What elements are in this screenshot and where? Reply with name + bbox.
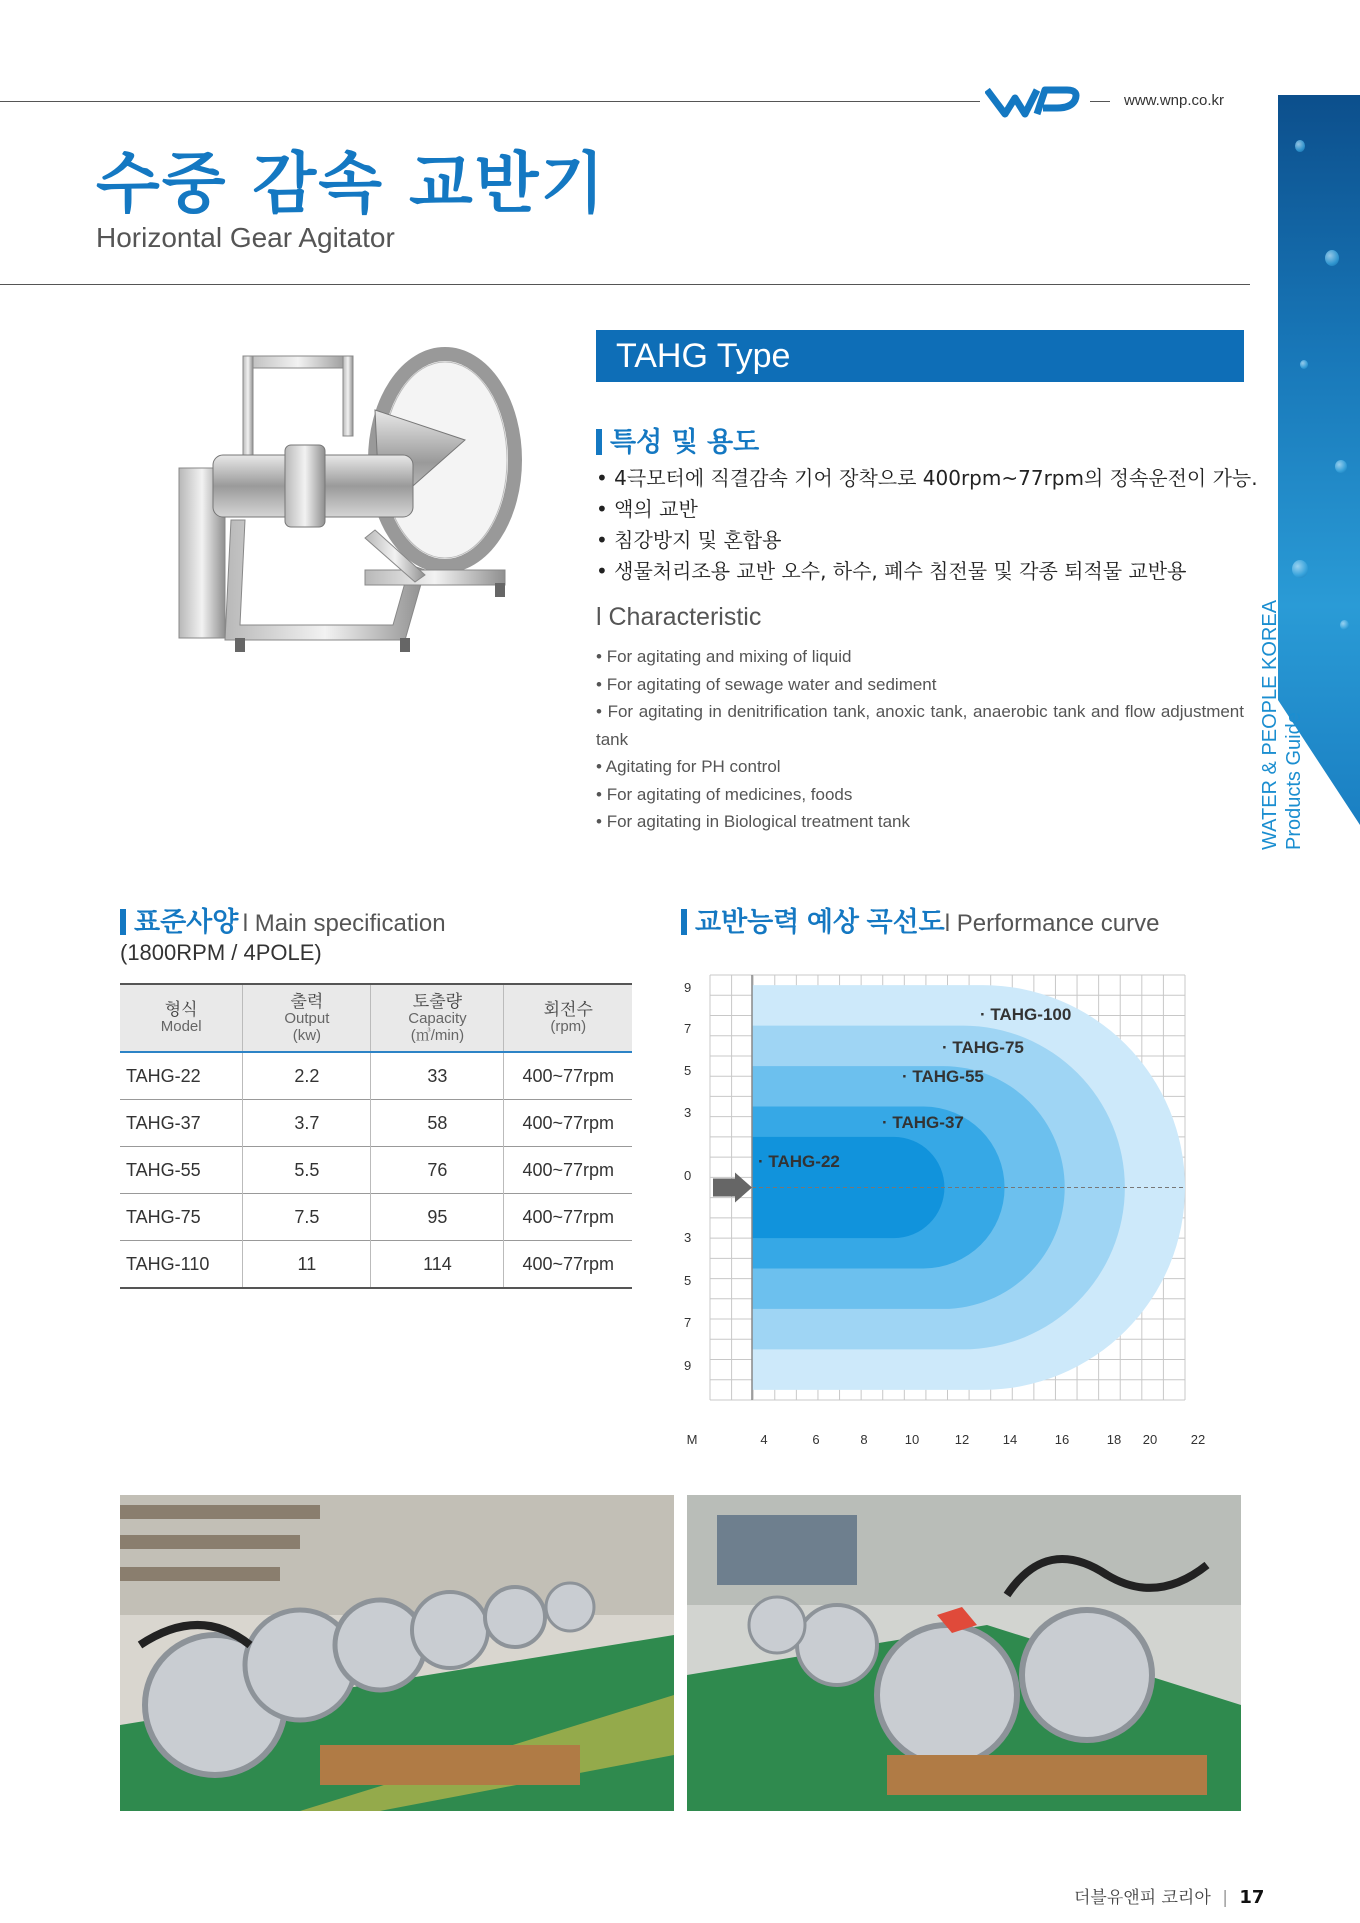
col-header-unit: (㎥/min) [410,1026,465,1044]
product-image [165,340,545,700]
table-row [120,1194,632,1241]
x-tick-label: 18 [1106,1432,1122,1447]
heading-bar [681,909,687,935]
side-text-2: Products Guide [1283,712,1305,850]
col-header-ko: 토출량 [412,991,463,1011]
heading-bar [120,909,126,935]
x-tick-label: 14 [1002,1432,1018,1447]
col-header-model [120,984,243,1052]
col-header-output [243,984,371,1052]
warehouse-photo-2 [687,1495,1241,1811]
y-tick-label: 5 [684,1273,692,1288]
cell-capacity: 95 [371,1194,504,1241]
top-rule-right [1090,101,1110,102]
list-item: • For agitating in denitrification tank, anoxic tank, anaerobic tank and flow adjustment tank [596,698,1244,753]
footer-company: 더블유앤피 코리아 [1074,1888,1211,1908]
warehouse-photo-1 [120,1495,674,1811]
side-text-1: WATER & PEOPLE KOREA [1259,599,1281,850]
characteristic-list [596,643,1244,836]
x-tick-label: 22 [1190,1432,1206,1447]
x-tick-label: 6 [812,1432,820,1447]
y-tick-label: 9 [684,980,692,995]
table-row [120,1147,632,1194]
cell-output: 5.5 [243,1147,371,1194]
features-list [596,462,1258,586]
cell-capacity: 76 [371,1147,504,1194]
website-url[interactable]: www.wnp.co.kr [1124,92,1225,109]
list-item: • Agitating for PH control [596,753,1244,781]
wp-logo [985,84,1081,120]
y-tick-label: 7 [684,1021,692,1036]
series-label: · TAHG-22 [758,1152,840,1171]
water-drop [1295,140,1305,152]
perf-heading-en: l Performance curve [944,910,1160,937]
page-number: 17 [1239,1887,1265,1908]
features-heading-text: 특성 및 용도 [610,427,760,458]
table-header-row [120,984,632,1052]
cell-model: TAHG-37 [120,1100,243,1147]
features-heading [596,420,759,459]
perf-heading [681,900,1160,939]
x-tick-label: 10 [904,1432,920,1447]
series-label: · TAHG-75 [942,1038,1024,1057]
table-row [120,1241,632,1289]
x-tick-label: 8 [860,1432,868,1447]
cell-rpm: 400~77rpm [504,1241,632,1289]
spec-table [120,983,632,1289]
cell-output: 3.7 [243,1100,371,1147]
y-tick-label: 3 [684,1105,692,1120]
table-row [120,1052,632,1100]
cell-model: TAHG-55 [120,1147,243,1194]
col-header-unit: (kw) [292,1026,322,1044]
water-drop [1325,250,1339,266]
col-header-ko: 출력 [290,991,324,1011]
list-item: • For agitating of sewage water and sediment [596,671,1244,699]
col-header-en: (rpm) [550,1018,587,1035]
x-tick-label: 20 [1142,1432,1158,1447]
cell-capacity: 114 [371,1241,504,1289]
table-row [120,1100,632,1147]
list-item: • For agitating of medicines, foods [596,781,1244,809]
y-tick-label: 5 [684,1063,692,1078]
col-header-ko: 회전수 [543,1000,593,1019]
x-tick-label: 4 [760,1432,768,1447]
y-tick-label: 9 [684,1358,692,1373]
cell-rpm: 400~77rpm [504,1052,632,1100]
water-drop [1340,620,1349,630]
col-header-en: Capacity [408,1009,467,1027]
top-rule [0,101,980,102]
cell-output: 7.5 [243,1194,371,1241]
spec-subheading: (1800RPM / 4POLE) [120,940,322,965]
page-footer: 더블유앤피 코리아 | 17 [1074,1887,1265,1908]
cell-output: 2.2 [243,1052,371,1100]
list-item: • 생물처리조용 교반 오수, 하수, 폐수 침전물 및 각종 퇴적물 교반용 [596,555,1258,586]
col-header-en: Model [160,1018,202,1035]
cell-output: 11 [243,1241,371,1289]
cell-model: TAHG-75 [120,1194,243,1241]
col-header-capacity [371,984,504,1052]
cell-model: TAHG-22 [120,1052,243,1100]
col-header-rpm [504,984,632,1052]
x-tick-label: M [686,1432,698,1447]
side-vertical-text [1258,600,1306,850]
page-title-ko: 수중 감속 교반기 [96,145,607,222]
title-rule [0,284,1250,285]
characteristic-heading: l Characteristic [596,603,762,631]
water-drop [1300,360,1308,369]
page-title-en: Horizontal Gear Agitator [96,222,395,253]
series-label: · TAHG-100 [980,1005,1072,1024]
series-label: · TAHG-37 [882,1113,964,1132]
y-tick-label: 7 [684,1315,692,1330]
spec-heading-en: l Main specification [242,910,446,937]
cell-rpm: 400~77rpm [504,1194,632,1241]
col-header-ko: 형식 [164,1000,198,1019]
water-drop [1292,560,1308,578]
list-item: • For agitating in Biological treatment tank [596,808,1244,836]
spec-heading-ko: 표준사양 [134,907,239,937]
col-header-en: Output [284,1009,330,1027]
cell-rpm: 400~77rpm [504,1147,632,1194]
y-tick-label: 0 [684,1168,692,1183]
cell-capacity: 58 [371,1100,504,1147]
water-drop [1335,460,1347,473]
series-label: · TAHG-55 [902,1067,984,1086]
list-item: • 액의 교반 [596,493,1258,524]
list-item: • 4극모터에 직결감속 기어 장착으로 400rpm~77rpm의 정속운전이 가능. [596,462,1258,493]
cell-capacity: 33 [371,1052,504,1100]
y-tick-label: 3 [684,1230,692,1245]
list-item: • For agitating and mixing of liquid [596,643,1244,671]
spec-heading [120,900,446,939]
perf-heading-ko: 교반능력 예상 곡선도 [695,907,945,937]
x-tick-label: 12 [954,1432,970,1447]
cell-model: TAHG-110 [120,1241,243,1289]
list-item: • 침강방지 및 혼합용 [596,524,1258,555]
type-label-bar: TAHG Type [596,330,1244,382]
x-tick-label: 16 [1054,1432,1070,1447]
cell-rpm: 400~77rpm [504,1100,632,1147]
heading-bar [596,429,602,455]
performance-chart [680,970,1220,1460]
